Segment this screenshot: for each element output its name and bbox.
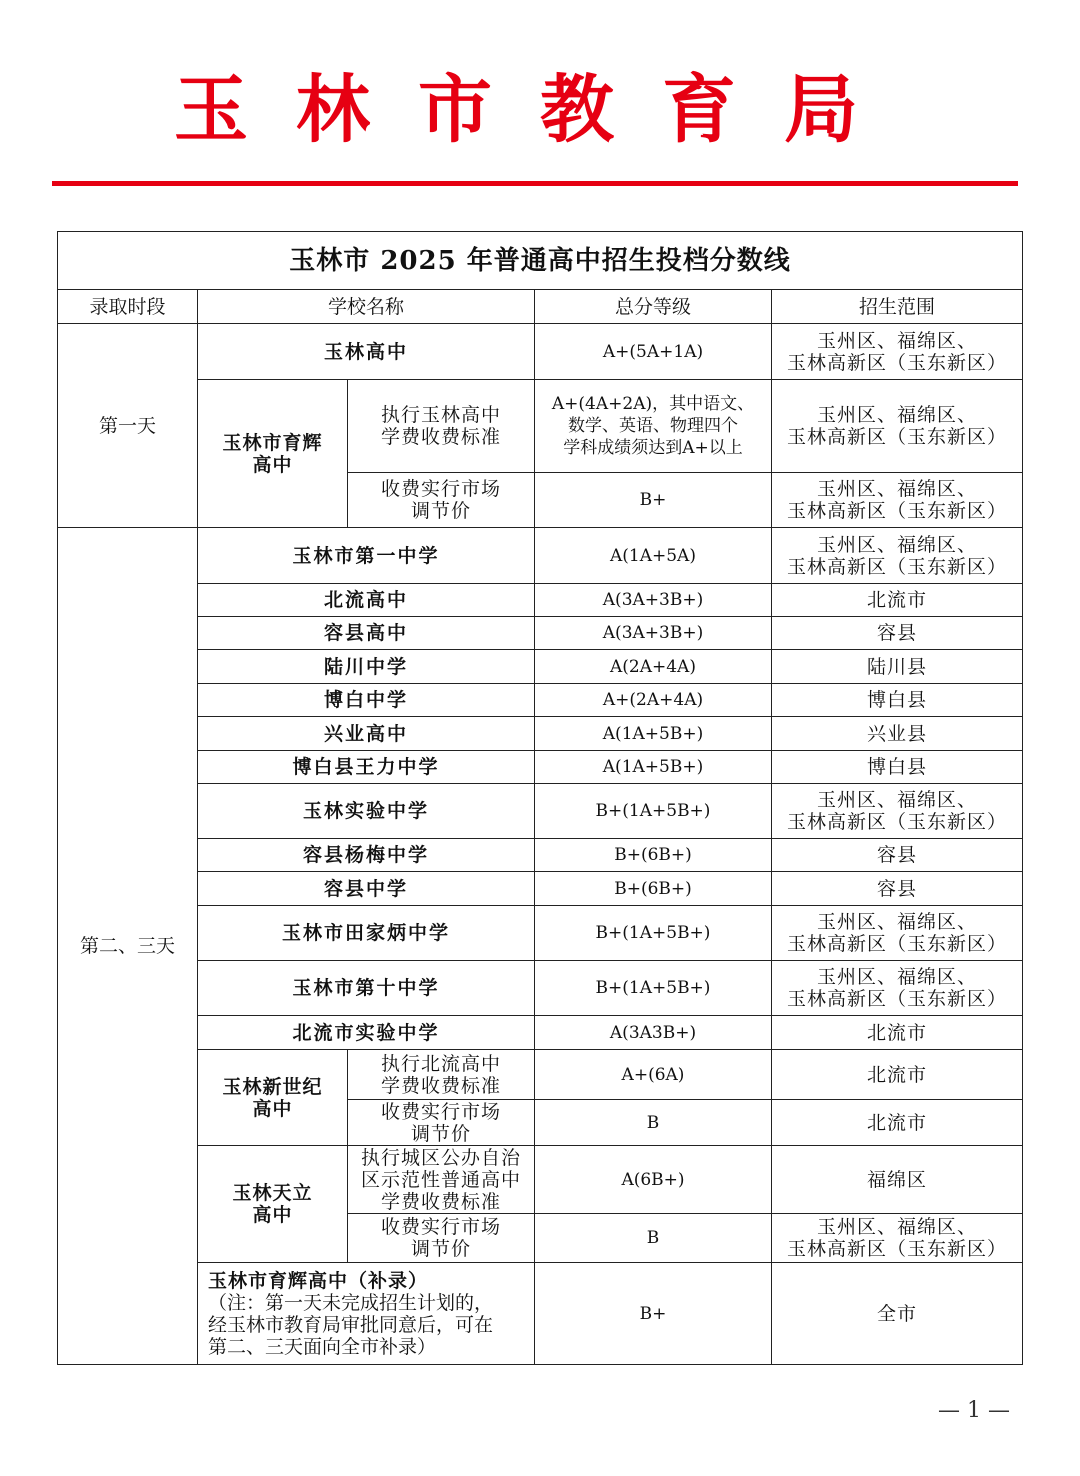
grade-line: 学科成绩须达到A+以上 <box>563 438 743 458</box>
range-line: 玉林高新区（玉东新区） <box>786 988 1007 1010</box>
fee-line: 收费实行市场 <box>380 478 501 500</box>
school-name: 北流高中 <box>198 584 535 617</box>
grade-cell: B+ <box>535 1263 772 1365</box>
table-row <box>58 751 1023 784</box>
school-name-line: 高中 <box>252 453 293 476</box>
grade-cell: A(6B+) <box>535 1146 772 1214</box>
range-line: 玉州区、福绵区、 <box>816 789 977 811</box>
grade-cell: B <box>535 1214 772 1263</box>
range-cell: 容县 <box>772 839 1023 872</box>
range-cell: 北流市 <box>772 584 1023 617</box>
table-row <box>58 1016 1023 1050</box>
admission-score-table <box>57 231 1023 1365</box>
grade-cell: B <box>535 1100 772 1146</box>
masthead-divider <box>52 181 1018 186</box>
fee-line: 调节价 <box>410 1238 471 1260</box>
fee-line: 学费收费标准 <box>380 426 501 448</box>
range-cell: 陆川县 <box>772 650 1023 684</box>
school-name: 玉林高中 <box>198 324 535 380</box>
grade-cell: A(1A+5A) <box>535 528 772 584</box>
fee-standard-cell <box>348 1100 535 1146</box>
grade-cell: A+(5A+1A) <box>535 324 772 380</box>
header-range: 招生范围 <box>772 290 1023 324</box>
table-row <box>58 961 1023 1016</box>
range-cell <box>772 784 1023 839</box>
table-header-row <box>58 290 1023 324</box>
fee-standard-cell <box>348 1214 535 1263</box>
range-line: 玉林高新区（玉东新区） <box>786 500 1007 522</box>
table-row <box>58 650 1023 684</box>
range-line: 玉州区、福绵区、 <box>816 478 977 500</box>
table-row <box>58 1050 1023 1100</box>
school-name: 玉林实验中学 <box>198 784 535 839</box>
period-day23: 第二、三天 <box>58 528 198 1365</box>
range-cell: 福绵区 <box>772 1146 1023 1214</box>
school-name <box>198 1050 348 1146</box>
grade-cell: A+(6A) <box>535 1050 772 1100</box>
table-title-row <box>58 232 1023 290</box>
header-grade: 总分等级 <box>535 290 772 324</box>
fee-line: 执行北流高中 <box>380 1052 501 1075</box>
grade-cell: B+(1A+5B+) <box>535 784 772 839</box>
school-name: 玉林市田家炳中学 <box>198 906 535 961</box>
range-cell <box>772 380 1023 473</box>
fee-line: 调节价 <box>410 1122 471 1145</box>
page-number: — 1 — <box>938 1398 1010 1423</box>
grade-cell: B+(6B+) <box>535 872 772 906</box>
school-name: 兴业高中 <box>198 717 535 751</box>
fee-line: 收费实行市场 <box>380 1100 501 1123</box>
fee-standard-cell <box>348 1146 535 1214</box>
grade-cell: A(3A+3B+) <box>535 584 772 617</box>
fee-standard-cell <box>348 380 535 473</box>
school-name: 博白县王力中学 <box>198 751 535 784</box>
header-school: 学校名称 <box>198 290 535 324</box>
range-cell: 北流市 <box>772 1050 1023 1100</box>
school-name-line: 高中 <box>252 1204 293 1226</box>
table-row <box>58 528 1023 584</box>
range-line: 玉林高新区（玉东新区） <box>786 555 1007 578</box>
table-row <box>58 1263 1023 1365</box>
range-cell: 北流市 <box>772 1100 1023 1146</box>
range-line: 玉林高新区（玉东新区） <box>786 811 1007 833</box>
table-row <box>58 584 1023 617</box>
school-name-line: 玉林天立 <box>232 1182 313 1204</box>
table-row <box>58 324 1023 380</box>
range-line: 玉州区、福绵区、 <box>816 1216 977 1238</box>
supplement-note-line: 第二、三天面向全市补录） <box>208 1335 437 1358</box>
school-name: 北流市实验中学 <box>198 1016 535 1050</box>
supplement-cell <box>198 1263 535 1365</box>
school-name: 陆川中学 <box>198 650 535 684</box>
fee-standard-cell <box>348 473 535 528</box>
header-period: 录取时段 <box>58 290 198 324</box>
table-row <box>58 784 1023 839</box>
supplement-note-line: （注：第一天未完成招生计划的， <box>208 1291 494 1314</box>
table-row <box>58 717 1023 751</box>
grade-cell: B+(1A+5B+) <box>535 961 772 1016</box>
table-row <box>58 906 1023 961</box>
fee-standard-cell <box>348 1050 535 1100</box>
fee-line: 区示范性普通高中 <box>360 1168 521 1191</box>
range-cell: 容县 <box>772 617 1023 650</box>
school-name-line: 玉林新世纪 <box>222 1075 323 1098</box>
school-name <box>198 1146 348 1263</box>
grade-cell: A(1A+5B+) <box>535 751 772 784</box>
grade-cell: A(1A+5B+) <box>535 717 772 751</box>
supplement-note-line: 经玉林市教育局审批同意后，可在 <box>208 1313 494 1336</box>
range-line: 玉林高新区（玉东新区） <box>786 426 1007 448</box>
supplement-title: 玉林市育辉高中（补录） <box>208 1269 429 1292</box>
grade-cell: A(2A+4A) <box>535 650 772 684</box>
grade-line: A+(4A+2A)，其中语文、 <box>551 394 755 414</box>
range-cell <box>772 1214 1023 1263</box>
range-line: 玉林高新区（玉东新区） <box>786 1238 1007 1260</box>
grade-cell: B+(6B+) <box>535 839 772 872</box>
range-cell: 博白县 <box>772 751 1023 784</box>
fee-line: 执行城区公办自治 <box>360 1146 521 1169</box>
range-cell <box>772 473 1023 528</box>
school-name: 博白中学 <box>198 684 535 717</box>
grade-cell: A(3A3B+) <box>535 1016 772 1050</box>
fee-line: 调节价 <box>410 500 471 522</box>
school-name: 玉林市第十中学 <box>198 961 535 1016</box>
range-cell: 博白县 <box>772 684 1023 717</box>
grade-cell <box>535 380 772 473</box>
school-name: 容县高中 <box>198 617 535 650</box>
school-name: 容县杨梅中学 <box>198 839 535 872</box>
range-cell <box>772 906 1023 961</box>
fee-line: 学费收费标准 <box>380 1190 501 1213</box>
table-row <box>58 380 1023 473</box>
range-cell: 北流市 <box>772 1016 1023 1050</box>
fee-line: 执行玉林高中 <box>380 404 501 426</box>
grade-cell: A(3A+3B+) <box>535 617 772 650</box>
table-row <box>58 872 1023 906</box>
range-line: 玉林高新区（玉东新区） <box>786 351 1007 374</box>
school-name: 容县中学 <box>198 872 535 906</box>
grade-line: 数学、英语、物理四个 <box>568 416 738 436</box>
grade-cell: B+(1A+5B+) <box>535 906 772 961</box>
range-cell <box>772 528 1023 584</box>
range-line: 玉州区、福绵区、 <box>816 329 977 352</box>
table-row <box>58 839 1023 872</box>
period-day1: 第一天 <box>58 324 198 528</box>
grade-cell: A+(2A+4A) <box>535 684 772 717</box>
school-name-line: 玉林市育辉 <box>222 431 323 454</box>
fee-line: 学费收费标准 <box>380 1074 501 1097</box>
range-cell: 容县 <box>772 872 1023 906</box>
school-name: 玉林市第一中学 <box>198 528 535 584</box>
range-line: 玉州区、福绵区、 <box>816 533 977 556</box>
table-title: 玉林市 2025 年普通高中招生投档分数线 <box>58 232 1023 290</box>
range-line: 玉州区、福绵区、 <box>816 404 977 426</box>
school-name-line: 高中 <box>252 1097 293 1120</box>
grade-cell: B+ <box>535 473 772 528</box>
range-line: 玉州区、福绵区、 <box>816 911 977 933</box>
school-name <box>198 380 348 528</box>
table-row <box>58 1146 1023 1214</box>
range-cell: 全市 <box>772 1263 1023 1365</box>
table-row <box>58 684 1023 717</box>
range-cell <box>772 961 1023 1016</box>
range-line: 玉州区、福绵区、 <box>816 966 977 988</box>
range-cell: 兴业县 <box>772 717 1023 751</box>
fee-line: 收费实行市场 <box>380 1216 501 1238</box>
range-line: 玉林高新区（玉东新区） <box>786 933 1007 955</box>
range-cell <box>772 324 1023 380</box>
masthead-title: 玉林市教育局 <box>174 67 906 153</box>
table-row <box>58 617 1023 650</box>
